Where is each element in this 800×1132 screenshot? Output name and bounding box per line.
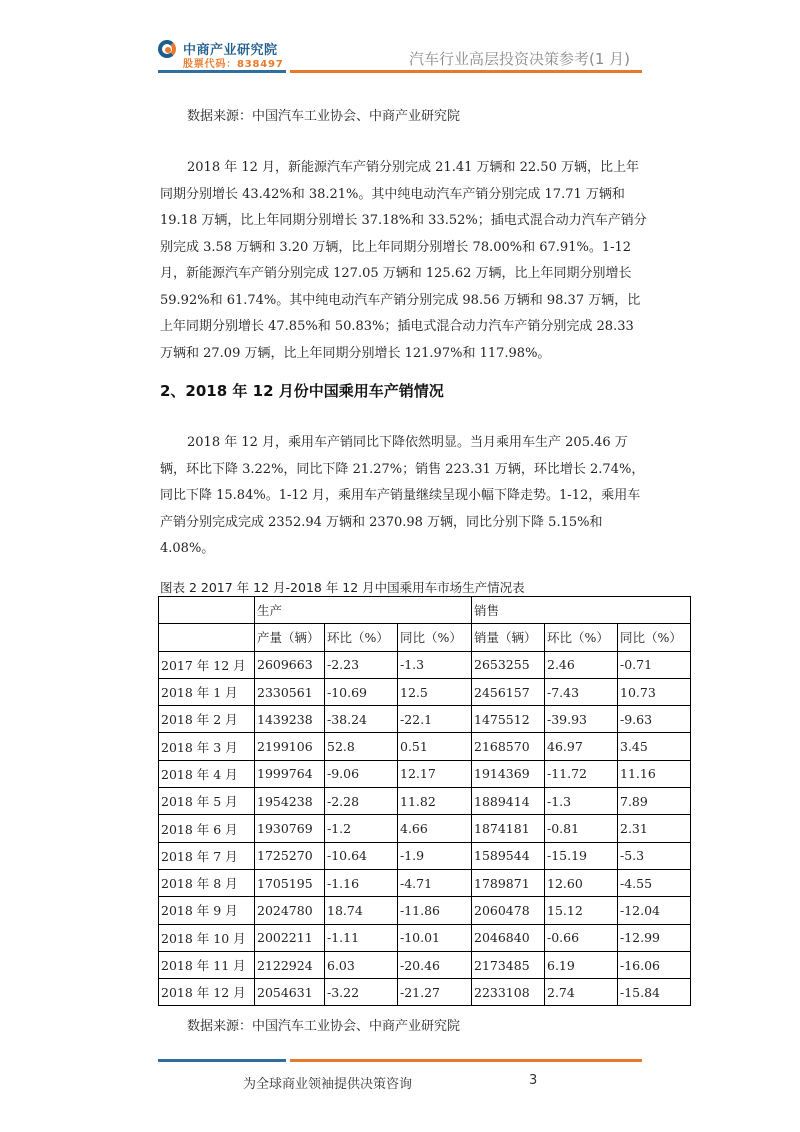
header-divider-blue [158, 70, 286, 73]
table-cell: -4.55 [618, 869, 691, 896]
table-cell: 1705195 [255, 869, 325, 896]
table-cell: 6.19 [545, 951, 618, 978]
table-row-label: 2018 年 11 月 [159, 951, 255, 978]
table-cell: -2.28 [325, 788, 398, 815]
table-cell: -15.19 [545, 842, 618, 869]
table-cell: -1.16 [325, 869, 398, 896]
table-corner-cell [159, 597, 255, 624]
col-header-output: 产量（辆） [255, 624, 325, 651]
table-row [159, 842, 691, 869]
table-row [159, 979, 691, 1006]
table-cell: 46.97 [545, 733, 618, 760]
table-cell: 18.74 [325, 897, 398, 924]
col-header-sales: 销量（辆） [472, 624, 545, 651]
table-cell: 0.51 [398, 733, 472, 760]
table-cell: 10.73 [618, 678, 691, 705]
table-row [159, 706, 691, 733]
col-header-sales-yoy: 同比（%） [618, 624, 691, 651]
table-cell: -10.64 [325, 842, 398, 869]
table-column-header-row [159, 624, 691, 651]
table-row-label: 2017 年 12 月 [159, 651, 255, 678]
table-cell: -11.72 [545, 760, 618, 787]
table-cell: 12.60 [545, 869, 618, 896]
col-header-prod-yoy: 同比（%） [398, 624, 472, 651]
table-row-label: 2018 年 9 月 [159, 897, 255, 924]
table-cell: -9.06 [325, 760, 398, 787]
table-row-label: 2018 年 6 月 [159, 815, 255, 842]
table-row [159, 733, 691, 760]
table-row-label: 2018 年 8 月 [159, 869, 255, 896]
table-cell: 1725270 [255, 842, 325, 869]
report-title: 汽车行业高层投资决策参考(1 月) [408, 50, 630, 68]
table-cell: 2054631 [255, 979, 325, 1006]
data-source-bottom: 数据来源：中国汽车工业协会、中商产业研究院 [187, 1019, 461, 1034]
table-cell: -21.27 [398, 979, 472, 1006]
table-cell: -1.3 [398, 651, 472, 678]
table-cell: 3.45 [618, 733, 691, 760]
table-cell: 7.89 [618, 788, 691, 815]
table-row [159, 651, 691, 678]
table-cell: 1999764 [255, 760, 325, 787]
data-source-top: 数据来源：中国汽车工业协会、中商产业研究院 [187, 109, 461, 124]
table-cell: 1439238 [255, 706, 325, 733]
table-cell: -15.84 [618, 979, 691, 1006]
group-header-production: 生产 [255, 597, 472, 624]
table-cell: 2122924 [255, 951, 325, 978]
table-cell: 15.12 [545, 897, 618, 924]
table-cell: 2173485 [472, 951, 545, 978]
logo-dot-icon [165, 47, 171, 53]
table-cell: -39.93 [545, 706, 618, 733]
table-row-label: 2018 年 4 月 [159, 760, 255, 787]
page-number: 3 [529, 1073, 538, 1088]
table-cell: -1.3 [545, 788, 618, 815]
table-row-label: 2018 年 1 月 [159, 678, 255, 705]
table-cell: 2024780 [255, 897, 325, 924]
stock-code: 股票代码：838497 [183, 59, 284, 70]
table-cell: 2456157 [472, 678, 545, 705]
table-cell: -1.2 [325, 815, 398, 842]
table-cell: -0.66 [545, 924, 618, 951]
paragraph-passenger-cars: 2018 年 12 月，乘用车产销同比下降依然明显。当月乘用车生产 205.46 万辆，环比下降 3.22%，同比下降 21.27%；销售 223.31 万辆，环比增长 2.74%，同比下降 15.84%。1-12 月，乘用车产销量继续呈现小幅下降走势。1-12，乘用车产销分别完成完成 2352.94 万辆和 2370.98 万辆，同比分别下降 5.15%和 4.08%。 [160, 435, 645, 556]
table-row-label: 2018 年 5 月 [159, 788, 255, 815]
table-cell: 1475512 [472, 706, 545, 733]
table-cell: 52.8 [325, 733, 398, 760]
table-cell: -5.3 [618, 842, 691, 869]
table-row-label: 2018 年 7 月 [159, 842, 255, 869]
group-header-sales: 销售 [472, 597, 691, 624]
table-cell: -16.06 [618, 951, 691, 978]
table-cell: 2330561 [255, 678, 325, 705]
table-cell: 2233108 [472, 979, 545, 1006]
table-cell: -38.24 [325, 706, 398, 733]
table-cell: 2199106 [255, 733, 325, 760]
table-cell: 1930769 [255, 815, 325, 842]
table-row [159, 815, 691, 842]
table-row [159, 788, 691, 815]
table-cell: 11.16 [618, 760, 691, 787]
table-cell: -2.23 [325, 651, 398, 678]
table-cell: -20.46 [398, 951, 472, 978]
table-cell: 2060478 [472, 897, 545, 924]
table-cell: 2168570 [472, 733, 545, 760]
section-heading: 2、2018 年 12 月份中国乘用车产销情况 [160, 382, 444, 400]
table-cell: -12.04 [618, 897, 691, 924]
table-row [159, 760, 691, 787]
production-sales-table [158, 596, 691, 1006]
table-caption: 图表 2 2017 年 12 月-2018 年 12 月中国乘用车市场生产情况表 [160, 580, 525, 595]
table-row [159, 924, 691, 951]
table-cell: 12.17 [398, 760, 472, 787]
table-cell: 2.31 [618, 815, 691, 842]
table-cell: -10.01 [398, 924, 472, 951]
table-row-label: 2018 年 2 月 [159, 706, 255, 733]
table-cell: 1589544 [472, 842, 545, 869]
table-cell: -1.11 [325, 924, 398, 951]
table-cell: -0.81 [545, 815, 618, 842]
header-divider-orange [290, 70, 642, 73]
table-row [159, 678, 691, 705]
table-cell: 1889414 [472, 788, 545, 815]
footer-divider-orange [290, 1059, 642, 1062]
table-cell: 2002211 [255, 924, 325, 951]
table-cell: 6.03 [325, 951, 398, 978]
table-cell: -7.43 [545, 678, 618, 705]
company-name: 中商产业研究院 [183, 43, 278, 58]
table-cell: 2.46 [545, 651, 618, 678]
table-row-label: 2018 年 3 月 [159, 733, 255, 760]
table-row [159, 897, 691, 924]
page-header [0, 0, 800, 80]
table-cell: -1.9 [398, 842, 472, 869]
table-cell: -22.1 [398, 706, 472, 733]
table-cell: 2609663 [255, 651, 325, 678]
table-cell: 1914369 [472, 760, 545, 787]
table-row [159, 951, 691, 978]
table-cell: -11.86 [398, 897, 472, 924]
table-cell: -10.69 [325, 678, 398, 705]
table-cell: -0.71 [618, 651, 691, 678]
footer-divider-blue [158, 1059, 286, 1062]
table-group-header-row [159, 597, 691, 624]
table-cell: 1954238 [255, 788, 325, 815]
table-cell: -4.71 [398, 869, 472, 896]
table-cell: 2653255 [472, 651, 545, 678]
table-row [159, 869, 691, 896]
table-cell: 1874181 [472, 815, 545, 842]
table-row-label: 2018 年 10 月 [159, 924, 255, 951]
table-cell: 1789871 [472, 869, 545, 896]
table-cell: 2046840 [472, 924, 545, 951]
table-row-label: 2018 年 12 月 [159, 979, 255, 1006]
footer-slogan: 为全球商业领袖提供决策咨询 [243, 1077, 413, 1092]
col-header-prod-mom: 环比（%） [325, 624, 398, 651]
table-cell: -9.63 [618, 706, 691, 733]
table-cell: 2.74 [545, 979, 618, 1006]
table-cell: 4.66 [398, 815, 472, 842]
paragraph-new-energy: 2018 年 12 月，新能源汽车产销分别完成 21.41 万辆和 22.50 万辆，比上年同期分别增长 43.42%和 38.21%。其中纯电动汽车产销分别完成 17.71 万辆和 19.18 万辆，比上年同期分别增长 37.18%和 33.52%；插电式混合动力汽车产销分别完成 3.58 万辆和 3.20 万辆，比上年同期分别增长 78.00%和 67.91%。1-12 月，新能源汽车产销分别完成 127.05 万辆和 125.62 万辆，比上年同期分别增长 59.92%和 61.74%。其中纯电动汽车产销分别完成 98.56 万辆和 98.37 万辆，比上年同期分别增长 47.85%和 50.83%；插电式混合动力汽车产销分别完成 28.33 万辆和 27.09 万辆，比上年同期分别增长 121.97%和 117.98%。 [160, 160, 647, 361]
table-cell: -3.22 [325, 979, 398, 1006]
table-cell: -12.99 [618, 924, 691, 951]
col-header-sales-mom: 环比（%） [545, 624, 618, 651]
table-corner-cell [159, 624, 255, 651]
table-cell: 11.82 [398, 788, 472, 815]
table-cell: 12.5 [398, 678, 472, 705]
